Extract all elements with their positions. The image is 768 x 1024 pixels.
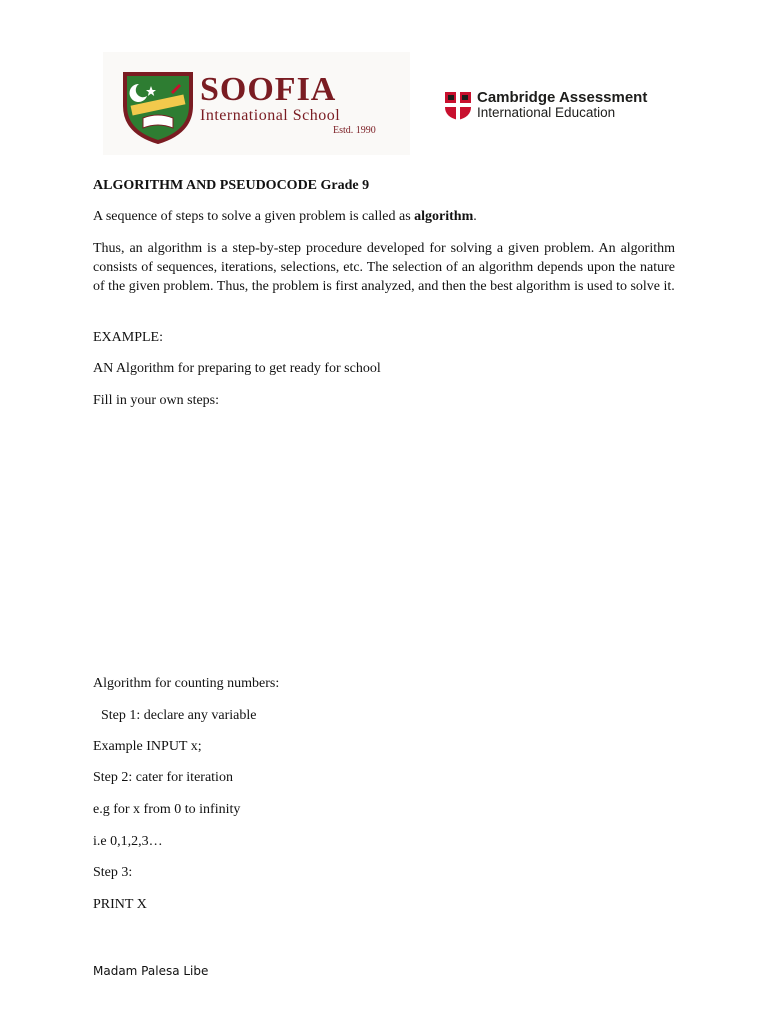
- definition-suffix: .: [473, 209, 477, 224]
- step-3: Step 3:: [93, 865, 133, 880]
- step-2: Step 2: cater for iteration: [93, 770, 233, 785]
- school-subtitle: International School: [200, 107, 341, 124]
- step-1: Step 1: declare any variable: [101, 708, 257, 723]
- counting-heading: Algorithm for counting numbers:: [93, 676, 280, 691]
- school-name: SOOFIA: [200, 71, 337, 108]
- definition-prefix: A sequence of steps to solve a given problem is called as: [93, 209, 415, 224]
- document-title: ALGORITHM AND PSEUDOCODE Grade 9: [93, 178, 370, 193]
- footer-author: Madam Palesa Libe: [93, 964, 209, 978]
- iteration-example: e.g for x from 0 to infinity: [93, 802, 241, 817]
- example-heading: EXAMPLE:: [93, 330, 163, 345]
- cambridge-subtitle: International Education: [477, 105, 616, 120]
- print-statement: PRINT X: [93, 897, 147, 912]
- school-crest-icon: [121, 70, 195, 144]
- cambridge-title: Cambridge Assessment: [477, 89, 648, 106]
- sequence-example: i.e 0,1,2,3…: [93, 834, 163, 849]
- example-task: AN Algorithm for preparing to get ready for school: [93, 361, 381, 376]
- fill-in-prompt: Fill in your own steps:: [93, 393, 220, 408]
- school-established: Estd. 1990: [333, 125, 376, 136]
- explanation-paragraph: Thus, an algorithm is a step-by-step procedure developed for solving a given problem. An algorithm consists of sequences, iterations, selections, etc. The selection of an algorithm depends upon the nature of the given problem. Thus, the problem is first analyzed, and then the best algorithm is used to solve it.: [93, 241, 675, 294]
- definition-term: algorithm: [414, 209, 474, 224]
- example-input: Example INPUT x;: [93, 739, 202, 754]
- definition-paragraph: [93, 207, 477, 226]
- cambridge-shield-icon: [444, 91, 472, 121]
